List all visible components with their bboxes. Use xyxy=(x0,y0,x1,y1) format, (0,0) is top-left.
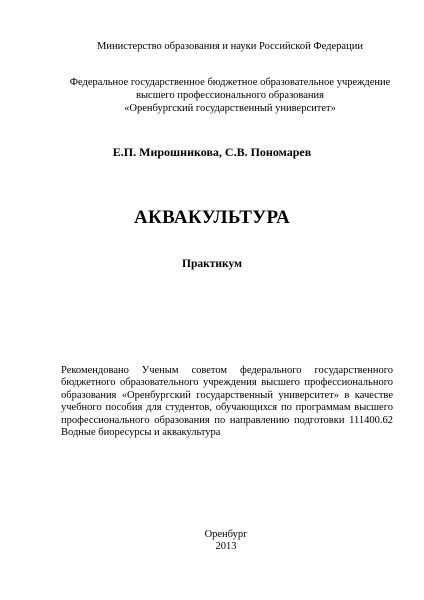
recommendation-line-4: учебного пособия для студентов, обучающихся по программам высшего xyxy=(61,402,393,414)
recommendation-line-1: Рекомендовано Ученым советом федерального государственного xyxy=(61,365,393,376)
recommendation-line-2: бюджетного образовательного учреждения высшего профессионального xyxy=(61,377,393,389)
institution-line-1: Федеральное государственное бюджетное образовательное учреждение xyxy=(69,77,391,88)
ministry-line: Министерство образования и науки Российской Федерации xyxy=(97,41,363,52)
institution-line-2: высшего профессионального образования xyxy=(136,90,324,101)
institution-line-3: «Оренбургский государственный университет» xyxy=(124,103,336,114)
book-title: АКВАКУЛЬТУРА xyxy=(134,207,290,228)
book-subtitle: Практикум xyxy=(182,258,242,270)
authors: Е.П. Мирошникова, С.В. Пономарев xyxy=(112,145,312,159)
recommendation-paragraph xyxy=(61,365,393,439)
recommendation-line-3: образования «Оренбургский государственный университет» в качестве xyxy=(61,389,393,401)
publication-year: 2013 xyxy=(215,541,237,552)
recommendation-line-6: Водные биоресурсы и аквакультура xyxy=(61,426,221,438)
recommendation-line-5: профессионального образования по направлению подготовки 111400.62 xyxy=(61,414,393,426)
publication-city: Оренбург xyxy=(204,529,248,540)
